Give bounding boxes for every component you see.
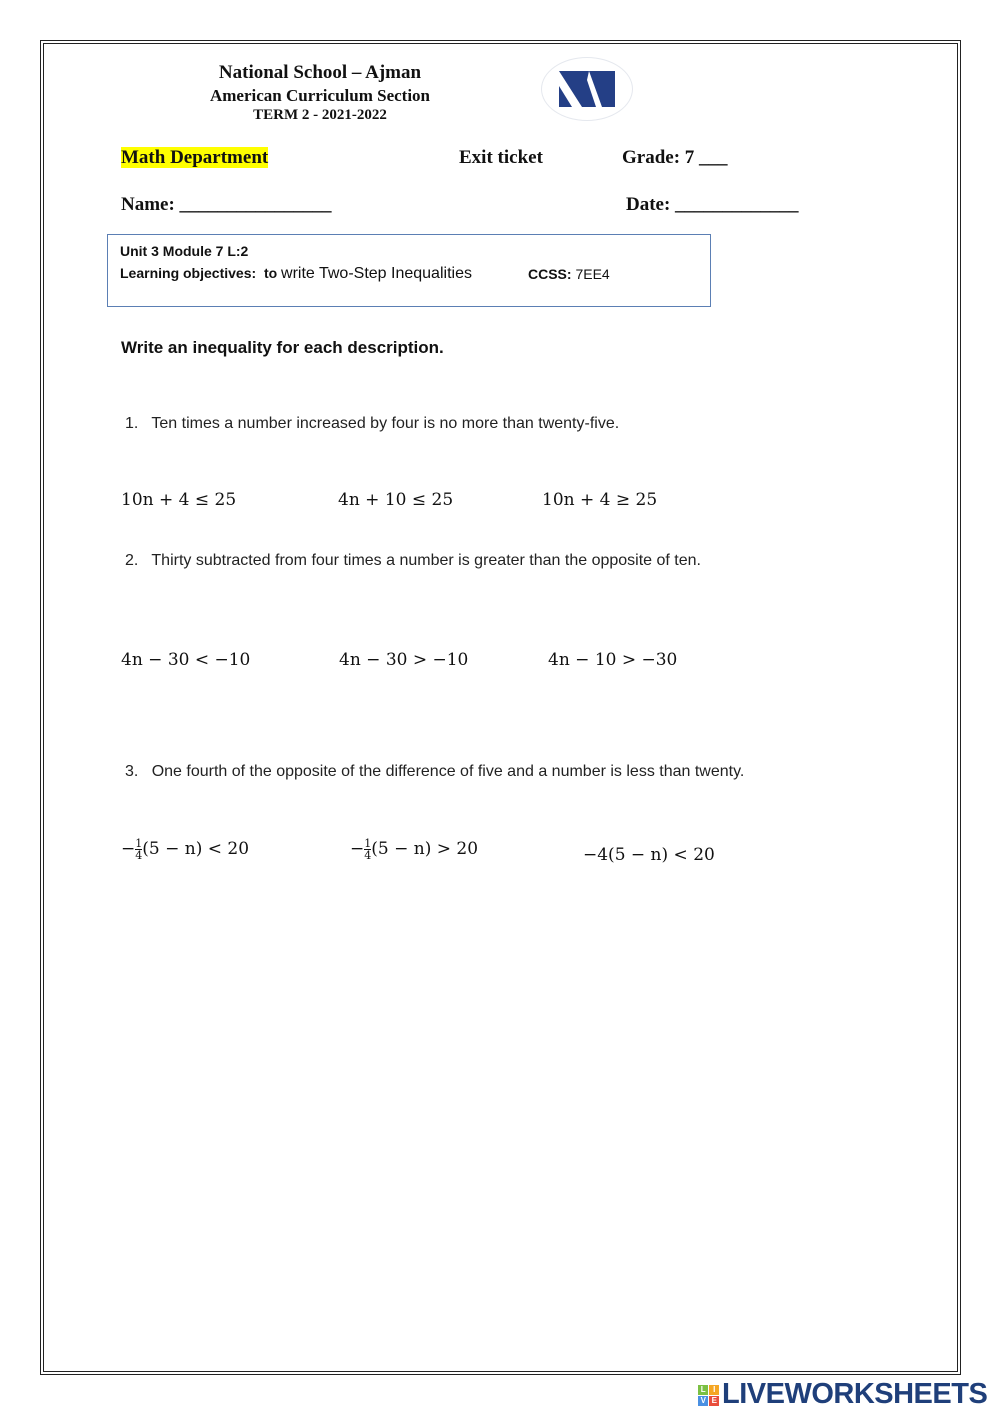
question-3: 3. One fourth of the opposite of the difference of five and a number is less than twenty. bbox=[125, 763, 745, 780]
live-icon: L I V E bbox=[698, 1385, 719, 1406]
svg-text:NA: NA bbox=[587, 66, 589, 67]
q2-option-c[interactable]: 4n − 10 > −30 bbox=[548, 650, 678, 670]
q2-option-b[interactable]: 4n − 30 > −10 bbox=[339, 650, 469, 670]
grade-field: Grade: 7 ___ bbox=[622, 147, 728, 168]
q3-option-b[interactable]: − $\frac{1}{4}$ (5 − n) > 20 bbox=[350, 837, 479, 862]
section-name: American Curriculum Section bbox=[209, 86, 431, 105]
q1-option-b[interactable]: 4n + 10 ≤ 25 bbox=[338, 490, 454, 510]
q1-option-a[interactable]: 10n + 4 ≤ 25 bbox=[121, 490, 237, 510]
q2-option-a[interactable]: 4n − 30 < −10 bbox=[121, 650, 251, 670]
q1-option-c[interactable]: 10n + 4 ≥ 25 bbox=[542, 490, 658, 510]
school-name: National School – Ajman bbox=[218, 62, 422, 83]
unit-label: Unit 3 Module 7 L:2 bbox=[120, 243, 249, 259]
q3-option-c[interactable]: −4(5 − n) < 20 bbox=[583, 845, 715, 865]
liveworksheets-logo: L I V E LIVEWORKSHEETS bbox=[698, 1378, 987, 1411]
department: Math Department bbox=[121, 147, 269, 168]
question-2: 2. Thirty subtracted from four times a number is greater than the opposite of ten. bbox=[125, 552, 701, 569]
question-1: 1. Ten times a number increased by four is no more than twenty-five. bbox=[125, 415, 620, 432]
term: TERM 2 - 2021-2022 bbox=[253, 107, 387, 123]
learning-objective: Learning objectives: to write Two-Step Inequalities bbox=[120, 265, 472, 282]
q3-option-a[interactable]: − $\frac{1}{4}$ (5 − n) < 20 bbox=[121, 837, 250, 862]
name-field: Name: ________________ bbox=[121, 194, 332, 215]
ccss: CCSS: 7EE4 bbox=[528, 266, 610, 282]
school-logo bbox=[541, 57, 633, 121]
date-field: Date: _____________ bbox=[626, 194, 799, 215]
instruction: Write an inequality for each description. bbox=[121, 338, 444, 357]
exit-ticket-label: Exit ticket bbox=[459, 147, 543, 168]
